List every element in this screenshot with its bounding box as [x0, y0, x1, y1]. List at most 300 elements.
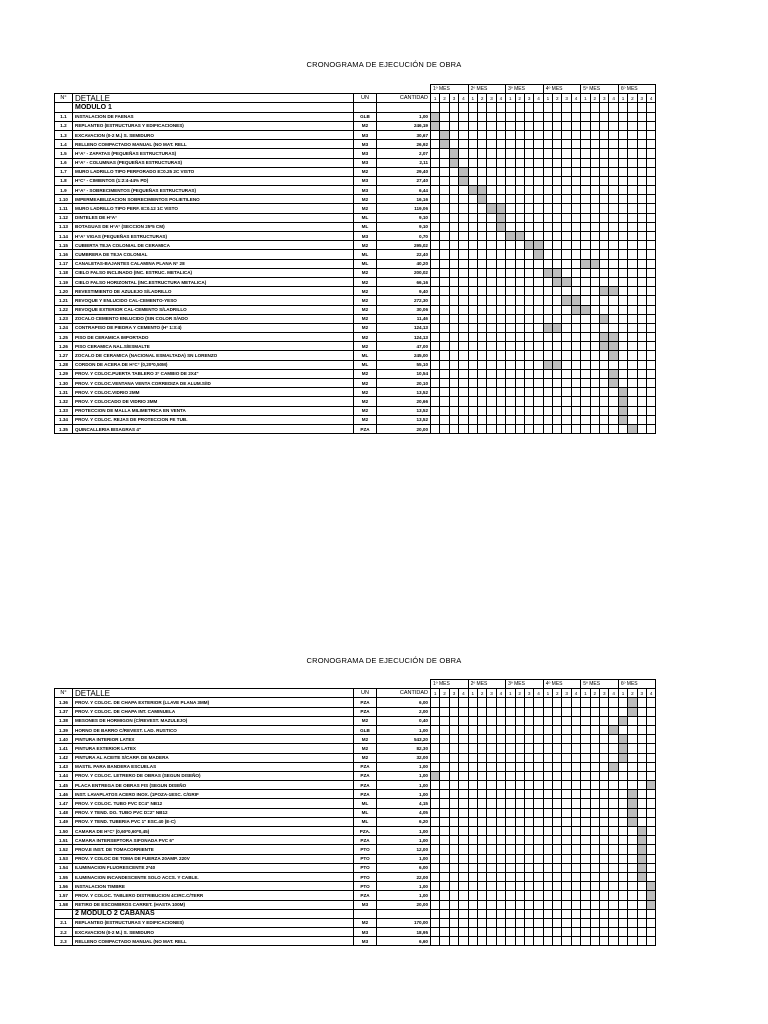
row-qty: 124,13: [377, 333, 431, 342]
schedule-cell: [440, 103, 449, 112]
schedule-cell: [431, 698, 440, 707]
schedule-cell: [440, 250, 449, 259]
schedule-cell: [459, 158, 468, 167]
schedule-cell: [459, 241, 468, 250]
schedule-cell: [553, 314, 562, 323]
schedule-cell: [553, 287, 562, 296]
row-unit: M2: [354, 716, 377, 725]
schedule-cell: [618, 204, 627, 213]
schedule-cell: [440, 424, 449, 433]
schedule-cell: [646, 854, 655, 863]
row-qty: 22,40: [377, 250, 431, 259]
schedule-cell: [628, 891, 637, 900]
schedule-cell: [487, 241, 496, 250]
schedule-cell: [487, 186, 496, 195]
schedule-cell: [581, 287, 590, 296]
schedule-cell: [487, 753, 496, 762]
schedule-cell: [571, 872, 580, 881]
schedule-cell: [477, 149, 486, 158]
schedule-cell: [562, 314, 571, 323]
schedule-cell: [581, 268, 590, 277]
row-unit: M3: [354, 149, 377, 158]
schedule-cell: [543, 277, 552, 286]
schedule-cell: [477, 707, 486, 716]
schedule-cell: [618, 937, 627, 946]
schedule-cell: [524, 186, 533, 195]
schedule-cell: [431, 872, 440, 881]
schedule-cell: [609, 845, 618, 854]
schedule-cell: [646, 130, 655, 139]
schedule-cell: [431, 808, 440, 817]
row-number: 1.17: [55, 259, 73, 268]
schedule-cell: [468, 149, 477, 158]
schedule-cell: [618, 909, 627, 918]
row-number: 1.35: [55, 424, 73, 433]
row-qty: 20,00: [377, 424, 431, 433]
schedule-cell: [440, 121, 449, 130]
schedule-cell: [534, 323, 543, 332]
schedule-cell: [618, 314, 627, 323]
schedule-cell: [628, 872, 637, 881]
schedule-cell: [431, 277, 440, 286]
schedule-cell: [553, 222, 562, 231]
schedule-cell: [487, 406, 496, 415]
schedule-cell: [646, 918, 655, 927]
schedule-cell: [487, 130, 496, 139]
schedule-cell: [506, 195, 515, 204]
schedule-cell: [477, 112, 486, 121]
schedule-cell: [440, 268, 449, 277]
schedule-cell: [637, 918, 646, 927]
schedule-cell: [646, 186, 655, 195]
row-number: 1.28: [55, 360, 73, 369]
schedule-cell: [431, 103, 440, 112]
schedule-cell: [618, 222, 627, 231]
schedule-cell: [562, 232, 571, 241]
schedule-cell: [449, 388, 458, 397]
schedule-cell: [590, 808, 599, 817]
schedule-cell: [590, 195, 599, 204]
schedule-cell: [449, 882, 458, 891]
row-number: 1.53: [55, 854, 73, 863]
schedule-cell: [562, 762, 571, 771]
row-qty: 12,00: [377, 845, 431, 854]
schedule-cell: [553, 827, 562, 836]
schedule-cell: [496, 753, 505, 762]
row-unit: PZA: [354, 424, 377, 433]
row-unit: M2: [354, 918, 377, 927]
schedule-cell: [637, 937, 646, 946]
schedule-cell: [449, 790, 458, 799]
row-number: 1.1: [55, 112, 73, 121]
schedule-cell: [449, 406, 458, 415]
schedule-cell: [609, 836, 618, 845]
schedule-cell: [543, 882, 552, 891]
row-number: 1.39: [55, 725, 73, 734]
schedule-cell: [609, 790, 618, 799]
schedule-cell: [628, 406, 637, 415]
schedule-cell: [459, 250, 468, 259]
schedule-cell: [459, 872, 468, 881]
schedule-cell: [459, 149, 468, 158]
schedule-cell: [440, 781, 449, 790]
schedule-cell: [515, 707, 524, 716]
row-number: 1.3: [55, 130, 73, 139]
schedule-cell: [637, 158, 646, 167]
schedule-bar: [543, 268, 552, 277]
schedule-cell: [431, 130, 440, 139]
table-row: [55, 204, 656, 213]
schedule-cell: [646, 827, 655, 836]
row-unit: PZA: [354, 781, 377, 790]
schedule-cell: [496, 415, 505, 424]
schedule-cell: [468, 204, 477, 213]
schedule-cell: [646, 167, 655, 176]
schedule-cell: [506, 872, 515, 881]
schedule-cell: [468, 176, 477, 185]
row-number: 1.4: [55, 140, 73, 149]
schedule-cell: [459, 808, 468, 817]
schedule-cell: [487, 342, 496, 351]
row-qty: 0,70: [377, 232, 431, 241]
schedule-cell: [543, 817, 552, 826]
row-number: [55, 103, 73, 112]
schedule-cell: [543, 771, 552, 780]
schedule-cell: [637, 909, 646, 918]
schedule-cell: [571, 424, 580, 433]
table-row: [55, 771, 656, 780]
schedule-cell: [571, 379, 580, 388]
schedule-bar: [628, 790, 637, 799]
schedule-cell: [646, 397, 655, 406]
row-number: 1.41: [55, 744, 73, 753]
schedule-cell: [496, 698, 505, 707]
row-qty: 6,00: [377, 863, 431, 872]
schedule-cell: [506, 314, 515, 323]
schedule-cell: [515, 167, 524, 176]
schedule-cell: [590, 415, 599, 424]
schedule-cell: [524, 323, 533, 332]
schedule-cell: [637, 900, 646, 909]
schedule-cell: [646, 388, 655, 397]
row-number: 1.27: [55, 351, 73, 360]
schedule-cell: [449, 259, 458, 268]
schedule-cell: [600, 845, 609, 854]
schedule-cell: [571, 158, 580, 167]
row-detail: REVESTIMIENTO DE AZULEJO S/LADRILLO: [73, 287, 354, 296]
schedule-bar: [534, 250, 543, 259]
schedule-cell: [553, 762, 562, 771]
schedule-cell: [562, 707, 571, 716]
schedule-cell: [553, 121, 562, 130]
schedule-cell: [562, 268, 571, 277]
week-header: 3: [562, 94, 571, 103]
schedule-cell: [637, 103, 646, 112]
row-qty: 30,67: [377, 130, 431, 139]
schedule-cell: [459, 360, 468, 369]
schedule-cell: [581, 149, 590, 158]
schedule-cell: [562, 351, 571, 360]
schedule-bar: [468, 186, 477, 195]
table-row: [55, 130, 656, 139]
schedule-cell: [506, 369, 515, 378]
schedule-cell: [449, 698, 458, 707]
schedule-cell: [468, 415, 477, 424]
schedule-cell: [637, 186, 646, 195]
schedule-cell: [609, 112, 618, 121]
schedule-cell: [553, 415, 562, 424]
row-number: 2.2: [55, 928, 73, 937]
schedule-cell: [468, 158, 477, 167]
schedule-cell: [487, 250, 496, 259]
row-detail: BOTAGUAS DE H°A° (SECCION 25*5 CM): [73, 222, 354, 231]
schedule-cell: [637, 388, 646, 397]
schedule-cell: [609, 305, 618, 314]
table-row: [55, 121, 656, 130]
schedule-cell: [477, 323, 486, 332]
schedule-cell: [553, 781, 562, 790]
schedule-cell: [600, 103, 609, 112]
schedule-cell: [496, 817, 505, 826]
schedule-cell: [496, 167, 505, 176]
row-detail: REPLANTEO (ESTRUCTURAS Y EDIFICACIONES): [73, 121, 354, 130]
schedule-cell: [581, 277, 590, 286]
schedule-cell: [562, 195, 571, 204]
schedule-cell: [590, 863, 599, 872]
schedule-cell: [449, 112, 458, 121]
schedule-cell: [628, 186, 637, 195]
schedule-cell: [431, 241, 440, 250]
schedule-cell: [618, 342, 627, 351]
schedule-bar: [543, 360, 552, 369]
schedule-cell: [459, 735, 468, 744]
schedule-cell: [553, 799, 562, 808]
row-qty: 295,02: [377, 241, 431, 250]
schedule-cell: [506, 342, 515, 351]
schedule-cell: [646, 195, 655, 204]
header-spacer: [55, 680, 431, 689]
schedule-cell: [449, 827, 458, 836]
schedule-cell: [618, 827, 627, 836]
schedule-cell: [618, 771, 627, 780]
schedule-cell: [515, 388, 524, 397]
schedule-cell: [496, 241, 505, 250]
schedule-cell: [468, 762, 477, 771]
schedule-cell: [431, 937, 440, 946]
schedule-cell: [440, 891, 449, 900]
week-header: 3: [600, 689, 609, 698]
schedule-cell: [562, 305, 571, 314]
schedule-cell: [637, 771, 646, 780]
schedule-cell: [506, 891, 515, 900]
schedule-cell: [468, 277, 477, 286]
schedule-cell: [600, 222, 609, 231]
schedule-cell: [618, 845, 627, 854]
schedule-cell: [487, 698, 496, 707]
schedule-cell: [600, 937, 609, 946]
schedule-cell: [431, 176, 440, 185]
schedule-cell: [628, 388, 637, 397]
schedule-cell: [590, 744, 599, 753]
row-detail: INSTALACION TIMBRE: [73, 882, 354, 891]
schedule-cell: [618, 296, 627, 305]
schedule-cell: [646, 716, 655, 725]
schedule-cell: [431, 259, 440, 268]
schedule-cell: [646, 222, 655, 231]
schedule-cell: [543, 716, 552, 725]
schedule-cell: [600, 351, 609, 360]
schedule-cell: [637, 241, 646, 250]
row-qty: 1,00: [377, 891, 431, 900]
schedule-cell: [590, 323, 599, 332]
schedule-cell: [515, 323, 524, 332]
schedule-cell: [524, 845, 533, 854]
schedule-cell: [440, 790, 449, 799]
schedule-cell: [637, 707, 646, 716]
schedule-cell: [562, 186, 571, 195]
row-detail: PROV. Y COLOC. LETRERO DE OBRAS (SEGUN DISEÑO): [73, 771, 354, 780]
row-unit: ML: [354, 250, 377, 259]
schedule-cell: [515, 854, 524, 863]
schedule-cell: [562, 397, 571, 406]
schedule-cell: [562, 854, 571, 863]
table-row: [55, 232, 656, 241]
schedule-cell: [590, 305, 599, 314]
schedule-cell: [609, 388, 618, 397]
module-title: MODULO 1: [73, 103, 354, 112]
schedule-cell: [477, 735, 486, 744]
schedule-cell: [581, 241, 590, 250]
row-qty: 10,54: [377, 369, 431, 378]
schedule-cell: [496, 406, 505, 415]
schedule-cell: [618, 424, 627, 433]
schedule-cell: [600, 753, 609, 762]
schedule-cell: [581, 698, 590, 707]
schedule-cell: [524, 918, 533, 927]
module-row: [55, 909, 656, 918]
schedule-cell: [618, 140, 627, 149]
schedule-cell: [477, 918, 486, 927]
schedule-cell: [449, 771, 458, 780]
schedule-cell: [628, 287, 637, 296]
schedule-cell: [496, 891, 505, 900]
schedule-bar: [449, 158, 458, 167]
schedule-cell: [468, 928, 477, 937]
schedule-cell: [524, 250, 533, 259]
row-number: 1.7: [55, 167, 73, 176]
schedule-cell: [506, 351, 515, 360]
schedule-cell: [524, 130, 533, 139]
schedule-cell: [600, 716, 609, 725]
schedule-cell: [609, 872, 618, 881]
week-header: 2: [515, 94, 524, 103]
schedule-cell: [534, 360, 543, 369]
schedule-cell: [440, 158, 449, 167]
schedule-cell: [431, 296, 440, 305]
schedule-bar: [628, 707, 637, 716]
schedule-cell: [553, 406, 562, 415]
schedule-cell: [487, 397, 496, 406]
schedule-cell: [524, 333, 533, 342]
schedule-cell: [459, 725, 468, 734]
schedule-cell: [609, 296, 618, 305]
schedule-cell: [468, 112, 477, 121]
schedule-cell: [524, 213, 533, 222]
schedule-cell: [440, 753, 449, 762]
row-number: 1.24: [55, 323, 73, 332]
schedule-cell: [440, 204, 449, 213]
schedule-cell: [562, 744, 571, 753]
schedule-cell: [562, 167, 571, 176]
row-detail: PINTURA EXTERIOR LATEX: [73, 744, 354, 753]
schedule-cell: [459, 424, 468, 433]
schedule-cell: [553, 176, 562, 185]
schedule-cell: [571, 121, 580, 130]
schedule-cell: [440, 379, 449, 388]
schedule-cell: [600, 176, 609, 185]
schedule-bar: [609, 369, 618, 378]
week-header: 1: [431, 689, 440, 698]
schedule-cell: [431, 716, 440, 725]
row-detail: RETIRO DE ESCOMBROS CARRET. (HASTA 100M): [73, 900, 354, 909]
schedule-cell: [637, 259, 646, 268]
schedule-cell: [496, 130, 505, 139]
schedule-cell: [506, 360, 515, 369]
schedule-cell: [562, 771, 571, 780]
schedule-cell: [431, 424, 440, 433]
schedule-cell: [628, 167, 637, 176]
detail-header: DETALLE: [73, 689, 354, 698]
schedule-cell: [646, 342, 655, 351]
schedule-cell: [449, 753, 458, 762]
table-row: [55, 222, 656, 231]
schedule-cell: [590, 735, 599, 744]
schedule-cell: [581, 808, 590, 817]
schedule-cell: [459, 937, 468, 946]
schedule-cell: [609, 232, 618, 241]
schedule-cell: [628, 900, 637, 909]
schedule-cell: [477, 753, 486, 762]
schedule-cell: [506, 305, 515, 314]
schedule-cell: [562, 909, 571, 918]
schedule-cell: [543, 799, 552, 808]
schedule-cell: [477, 121, 486, 130]
schedule-cell: [618, 186, 627, 195]
schedule-cell: [609, 909, 618, 918]
schedule-cell: [440, 388, 449, 397]
schedule-cell: [459, 112, 468, 121]
schedule-cell: [590, 388, 599, 397]
schedule-cell: [618, 232, 627, 241]
schedule-cell: [468, 121, 477, 130]
schedule-cell: [431, 725, 440, 734]
schedule-cell: [515, 333, 524, 342]
week-header: 2: [590, 94, 599, 103]
schedule-cell: [600, 186, 609, 195]
schedule-cell: [534, 149, 543, 158]
schedule-cell: [646, 287, 655, 296]
schedule-cell: [590, 698, 599, 707]
schedule-cell: [496, 388, 505, 397]
schedule-cell: [637, 268, 646, 277]
schedule-cell: [628, 909, 637, 918]
schedule-cell: [524, 195, 533, 204]
schedule-cell: [628, 333, 637, 342]
schedule-cell: [543, 406, 552, 415]
schedule-cell: [637, 204, 646, 213]
schedule-cell: [637, 762, 646, 771]
row-detail: CUMBRERA DE TEJA COLONIAL: [73, 250, 354, 259]
